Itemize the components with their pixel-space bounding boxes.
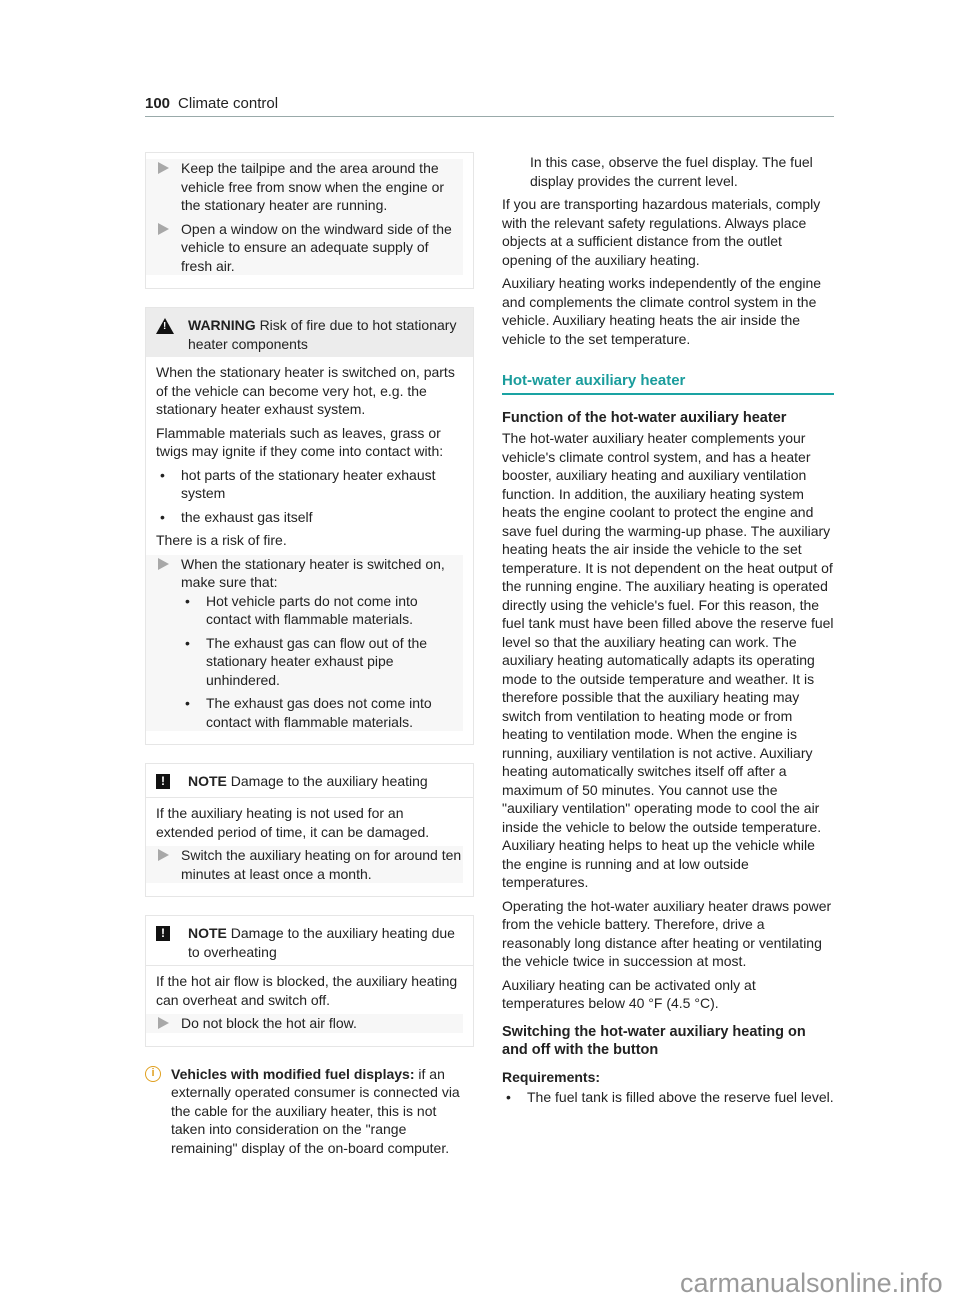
paragraph: If the auxiliary heating is not used for an extended period of time, it can be damaged. [156, 805, 430, 840]
paragraph: Operating the hot-water auxiliary heater draws power from the vehicle battery. Therefore, drive a reasonably long distance after heating or ventilating the vehicle twice in succession at most. [502, 897, 832, 969]
arrow-icon [158, 223, 169, 235]
info-bold: Vehicles with modified fuel displays: [171, 1065, 415, 1082]
arrow-icon [158, 849, 169, 861]
warning-box [145, 307, 474, 745]
bullet: • The exhaust gas does not come into contact with flammable materials. [181, 694, 463, 731]
note-title: Damage to the auxiliary heating [230, 773, 428, 789]
paragraph: Auxiliary heating works independently of the engine and complements the climate control system in the vehicle. Auxiliary heating heats the air inside the vehicle to the set temperature. [502, 275, 822, 347]
paragraph: In this case, observe the fuel display. The fuel display provides the current level. [530, 154, 813, 189]
bullet: • Hot vehicle parts do not come into contact with flammable materials. [181, 592, 463, 629]
requirements-label: Requirements: [502, 1068, 601, 1085]
paragraph: Flammable materials such as leaves, grass or twigs may ignite if they come into contact with: [156, 424, 444, 459]
instruction-box [145, 152, 474, 289]
step [156, 220, 463, 276]
bullet: • The exhaust gas can flow out of the stationary heater exhaust pipe unhindered. [181, 634, 463, 690]
paragraph: If the hot air flow is blocked, the auxiliary heating can overheat and switch off. [156, 973, 458, 1008]
left-column [145, 152, 474, 1157]
arrow-icon [158, 558, 169, 570]
page-number: 100 [145, 95, 171, 112]
note-label: NOTE [188, 773, 227, 789]
paragraph: If you are transporting hazardous materials, comply with the relevant safety regulations. Always place objects at a sufficient distance from the outlet opening of the auxiliary heating. [502, 196, 821, 268]
paragraph: The hot-water auxiliary heater complements your vehicle's climate control system, and has a heater booster, auxiliary heating and auxiliary ventilation function. In addition, the auxiliary heating system heats the engine coolant to protect the engine and save fuel during the warming-up phase. The auxiliary heating heats the air inside the vehicle to the set temperature. It is not dependent on the heat output of the running engine. The auxiliary heating is operated directly using the vehicle's fuel. For this reason, the fuel tank must have been filled above the reserve fuel level so that the auxiliary heating can work. The auxiliary heating automatically adapts its operating mode to the outside temperature and weather. It is therefore possible that the auxiliary heating may switch from ventilation to heating mode or from heating to ventilation mode. When the engine is running, auxiliary ventilation is not active. Auxiliary heating automatically switches itself off after a maximum of 50 minutes. You cannot use the "auxiliary ventilation" operating mode to cool the air inside the vehicle to below the outside temperature. Auxiliary heating helps to heat up the vehicle while the engine is running and at low outside temperatures. [502, 430, 834, 890]
page-header [145, 95, 834, 117]
step [156, 555, 463, 732]
note-box [145, 915, 474, 1047]
step-text: Open a window on the windward side of the vehicle to ensure an adequate supply of fresh air. [181, 220, 452, 274]
section-heading: Hot-water auxiliary heater [502, 372, 834, 395]
warning-title: Risk of fire due to hot stationary heater components [188, 317, 457, 352]
bullet: • the exhaust gas itself [156, 508, 463, 527]
step [156, 846, 463, 883]
warning-header [146, 308, 473, 357]
info-icon: i [145, 1066, 161, 1082]
subheading: Switching the hot-water auxiliary heating on and off with the button [502, 1023, 806, 1058]
note-icon: ! [156, 926, 170, 941]
subheading: Function of the hot-water auxiliary heater [502, 409, 787, 426]
arrow-icon [158, 1017, 169, 1029]
note-box [145, 763, 474, 897]
step-text: When the stationary heater is switched on, make sure that: [181, 555, 445, 590]
note-icon: ! [156, 774, 170, 789]
paragraph: Auxiliary heating can be activated only at temperatures below 40 °F (4.5 °C). [502, 976, 756, 1011]
step-text: Keep the tailpipe and the area around the vehicle free from snow when the engine or the stationary heater are running. [181, 160, 445, 213]
note-title: Damage to the auxiliary heating due to overheating [188, 925, 455, 960]
step [156, 159, 463, 215]
paragraph: When the stationary heater is switched on, parts of the vehicle can become very hot, e.g. the stationary heater exhaust system. [156, 364, 455, 417]
step-text: Do not block the hot air flow. [181, 1015, 357, 1031]
bullet: • The fuel tank is filled above the reserve fuel level. [502, 1088, 834, 1107]
watermark: carmanualsonline.info [680, 1268, 943, 1298]
warning-icon: ! [156, 318, 174, 334]
arrow-icon [158, 162, 169, 174]
step [156, 1014, 463, 1033]
warning-label: WARNING [188, 317, 256, 333]
info-text: if an externally operated consumer is connected via the cable for the auxiliary heater, this is not taken into consideration on the "range remaining" display of the on-board computer. [171, 1065, 460, 1156]
note-label: NOTE [188, 925, 227, 941]
section-title: Climate control [178, 95, 279, 112]
right-column [502, 153, 834, 1112]
info-note [145, 1065, 474, 1158]
step-text: Switch the auxiliary heating on for around ten minutes at least once a month. [181, 847, 462, 882]
paragraph: There is a risk of fire. [156, 532, 287, 548]
bullet: • hot parts of the stationary heater exhaust system [156, 466, 463, 503]
